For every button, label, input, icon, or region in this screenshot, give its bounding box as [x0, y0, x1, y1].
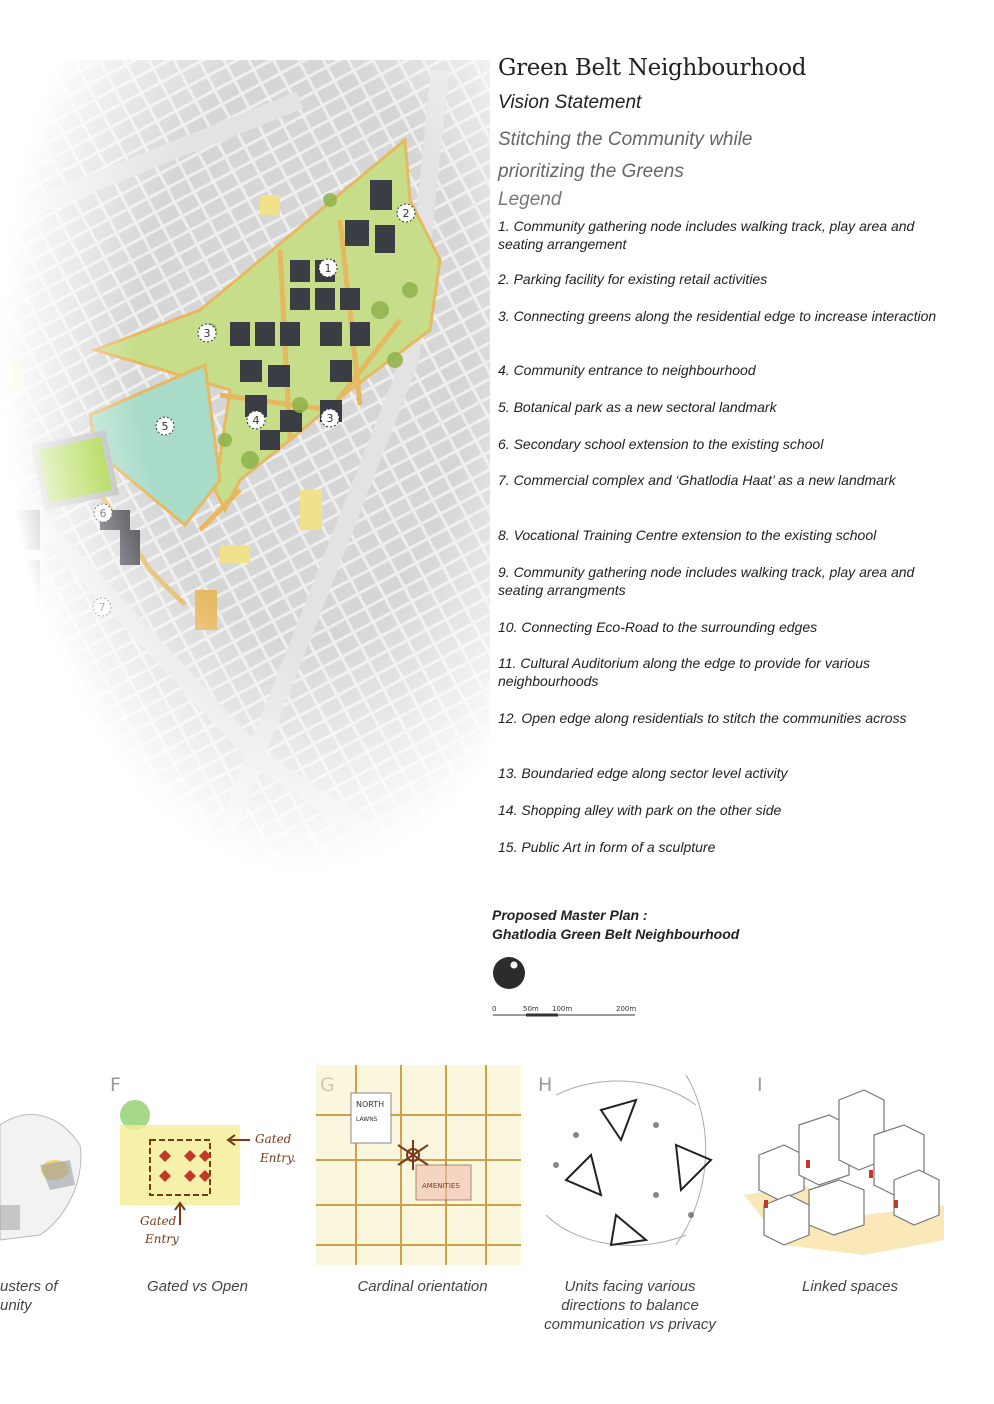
sketch-h-units: [536, 1065, 726, 1265]
scale-label-50: 50m: [523, 1005, 539, 1013]
sketch-f-annotation-4: Entry: [145, 1232, 179, 1246]
sketch-i-linked: [744, 1065, 944, 1265]
sketch-e-caption: [0, 1277, 58, 1315]
sketch-f-caption: [120, 1277, 275, 1296]
vision-line-2: prioritizing the Greens: [498, 161, 684, 182]
sketch-e-caption-line-2: unity: [0, 1297, 32, 1314]
legend-item-14: 14. Shopping alley with park on the other side: [498, 802, 782, 818]
sketch-f-caption-line-1: Gated vs Open: [147, 1278, 248, 1295]
sketch-g-caption: [335, 1277, 510, 1296]
vision-statement: [498, 124, 918, 188]
sketch-g-cardinal: [316, 1065, 521, 1265]
legend-item-3: 3. Connecting greens along the residential edge to increase interaction: [498, 308, 937, 324]
legend-item-7: 7. Commercial complex and ‘Ghatlodia Haat’ as a new landmark: [498, 472, 896, 488]
sketch-g-caption-line-1: Cardinal orientation: [357, 1278, 488, 1295]
legend-item-13: 13. Boundaried edge along sector level activity: [498, 765, 788, 781]
legend-item-10: 10. Connecting Eco-Road to the surrounding edges: [498, 619, 818, 635]
scale-label-100: 100m: [552, 1005, 573, 1013]
sketch-e-clusters: [0, 1065, 90, 1245]
sketch-e-caption-line-1: usters of: [0, 1278, 58, 1295]
legend-item-12: 12. Open edge along residentials to stitch the communities across: [498, 710, 907, 726]
legend-item-4: 4. Community entrance to neighbourhood: [498, 362, 756, 378]
vision-line-1: Stitching the Community while: [498, 129, 753, 150]
sketch-f-annotation-2: Entry.: [260, 1151, 297, 1165]
scale-bar: [490, 1004, 650, 1018]
north-arrow-icon: [492, 955, 528, 991]
scale-label-200: 200m: [616, 1005, 637, 1013]
legend-item-5: 5. Botanical park as a new sectoral landmark: [498, 399, 777, 415]
map-fade: [0, 60, 490, 900]
page-title: Green Belt Neighbourhood: [498, 55, 807, 81]
sketch-h-caption: [520, 1277, 740, 1334]
legend-item-11: 11. Cultural Auditorium along the edge to provide for various neighbourhoods: [498, 655, 870, 689]
scale-label-0: 0: [492, 1005, 497, 1013]
sketch-h-caption-line-1: Units facing various: [564, 1278, 696, 1295]
legend-heading: Legend: [498, 189, 562, 210]
legend-item-2: 2. Parking facility for existing retail activities: [498, 271, 768, 287]
sketch-h-caption-line-3: communication vs privacy: [544, 1316, 716, 1333]
sketch-f-annotation-3: Gated: [140, 1214, 177, 1228]
master-plan-caption: [492, 906, 739, 944]
sketch-i-letter: I: [757, 1074, 763, 1096]
master-plan-caption-line-2: Ghatlodia Green Belt Neighbourhood: [492, 926, 740, 942]
legend-item-15: 15. Public Art in form of a sculpture: [498, 839, 716, 855]
vision-statement-label: Vision Statement: [498, 92, 642, 113]
legend-item-6: 6. Secondary school extension to the existing school: [498, 436, 824, 452]
sketch-f-gated: [110, 1065, 300, 1255]
legend-item-9: 9. Community gathering node includes walking track, play area and seating arrangments: [498, 564, 915, 598]
sketch-g-annotation-lawns: LAWNS: [356, 1116, 378, 1123]
master-plan-map: [0, 60, 490, 900]
sketch-h-letter: H: [538, 1074, 553, 1096]
legend-item-1: 1. Community gathering node includes walking track, play area and seating arrangement: [498, 218, 915, 252]
master-plan-caption-line-1: Proposed Master Plan :: [492, 907, 648, 923]
sketch-h-caption-line-2: directions to balance: [561, 1297, 699, 1314]
sketch-i-caption: [775, 1277, 925, 1296]
sketch-f-annotation-1: Gated: [255, 1132, 292, 1146]
sketch-g-annotation-amenities: AMENITIES: [422, 1182, 460, 1190]
sketch-f-letter: F: [110, 1074, 121, 1096]
sketch-i-caption-line-1: Linked spaces: [802, 1278, 898, 1295]
sketch-g-annotation-north: NORTH: [356, 1100, 385, 1109]
legend-item-8: 8. Vocational Training Centre extension to the existing school: [498, 527, 877, 543]
